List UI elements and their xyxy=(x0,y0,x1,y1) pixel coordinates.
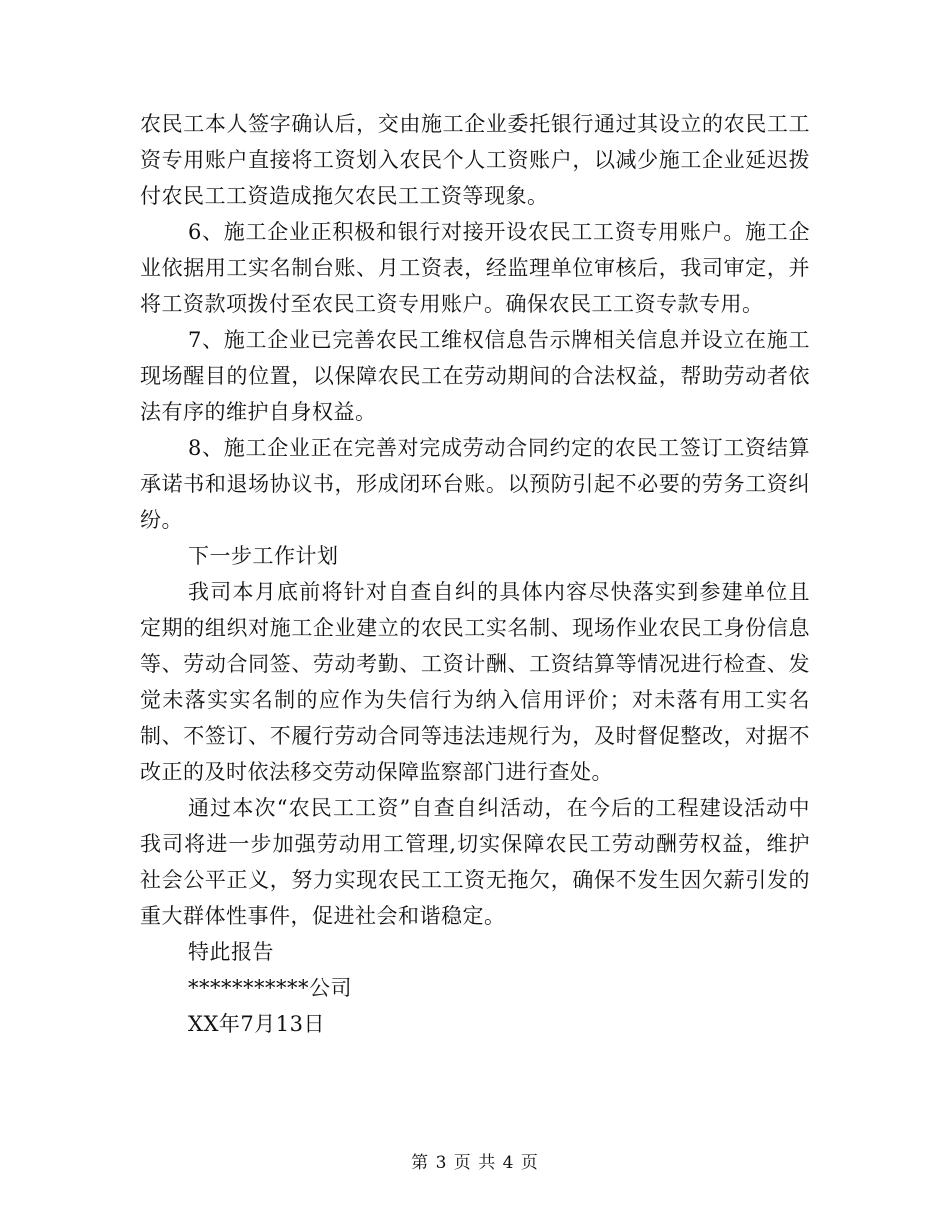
paragraph-item-7: 7、施工企业已完善农民工维权信息告示牌相关信息并设立在施工现场醒目的位置，以保障农民工在劳动期间的合法权益，帮助劳动者依法有序的维护自身权益。 xyxy=(140,328,810,424)
paragraph-next-plan: 我司本月底前将针对自查自纠的具体内容尽快落实到参建单位且定期的组织对施工企业建立的农民工实名制、现场作业农民工身份信息等、劳动合同签、劳动考勤、工资计酬、工资结算等情况进行检查、发觉未落实实名制的应作为失信行为纳入信用评价；对未落有用工实名制、不签订、不履行劳动合同等违法违规行为，及时督促整改，对据不改正的及时依法移交劳动保障监察部门进行查处。 xyxy=(140,580,810,784)
document-body xyxy=(140,106,810,1042)
paragraph-item-6: 6、施工企业正积极和银行对接开设农民工工资专用账户。施工企业依据用工实名制台账、月工资表，经监理单位审核后，我司审定，并将工资款项拨付至农民工资专用账户。确保农民工工资专款专用。 xyxy=(140,220,810,316)
company-signature: ***********公司 xyxy=(188,976,352,1000)
paragraph-conclusion: 通过本次“农民工工资”自查自纠活动，在今后的工程建设活动中我司将进一步加强劳动用工管理,切实保障农民工劳动酬劳权益，维护社会公平正义，努力实现农民工工资无拖欠，确保不发生因欠薪引发的重大群体性事件，促进社会和谐稳定。 xyxy=(140,796,810,928)
closing-report-line: 特此报告 xyxy=(188,940,274,964)
page-number-footer: 第 3 页 共 4 页 xyxy=(411,1153,539,1173)
document-date: XX年7月13日 xyxy=(188,1012,325,1036)
section-heading-next-plan: 下一步工作计划 xyxy=(188,544,339,568)
paragraph-continuation: 农民工本人签字确认后，交由施工企业委托银行通过其设立的农民工工资专用账户直接将工资划入农民个人工资账户，以减少施工企业延迟拨付农民工工资造成拖欠农民工工资等现象。 xyxy=(140,112,810,208)
paragraph-item-8: 8、施工企业正在完善对完成劳动合同约定的农民工签订工资结算承诺书和退场协议书，形成闭环台账。以预防引起不必要的劳务工资纠纷。 xyxy=(140,436,810,532)
